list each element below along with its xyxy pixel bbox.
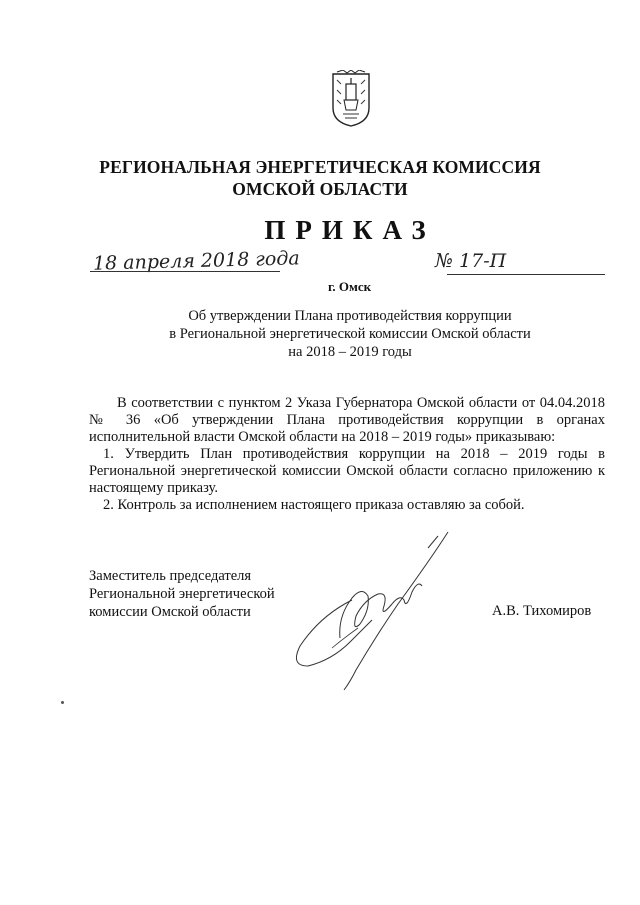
organization-name-line1: РЕГИОНАЛЬНАЯ ЭНЕРГЕТИЧЕСКАЯ КОМИССИЯ <box>99 157 541 177</box>
signatory-title-line: Заместитель председателя <box>89 568 252 584</box>
handwritten-date: 18 апреля 2018 года <box>92 247 300 275</box>
signatory-title-line: Региональной энергетической <box>89 586 275 602</box>
order-item-2: 2. Контроль за исполнением настоящего приказа оставляю за собой. <box>103 497 525 513</box>
coat-of-arms-icon <box>329 70 373 128</box>
city-label: г. Омск <box>328 279 372 294</box>
scan-speck <box>61 701 64 704</box>
signatory-name: А.В. Тихомиров <box>492 603 592 619</box>
order-body <box>89 395 605 514</box>
handwritten-signature <box>280 520 460 700</box>
organization-name-line2: ОМСКОЙ ОБЛАСТИ <box>232 179 408 199</box>
signatory-title-line: комиссии Омской области <box>89 604 251 620</box>
preamble-paragraph: В соответствии с пунктом 2 Указа Губернатора Омской области от 04.04.2018 № 36 «Об утверждении Плана противодействия коррупции в органах исполнительной власти Омской области на 2018 – 2019 годы» приказываю: <box>89 395 605 445</box>
order-subject <box>0 307 640 361</box>
subject-line: в Региональной энергетической комиссии Омской области <box>169 326 531 342</box>
signatory-title <box>89 567 275 621</box>
document-type-title: ПРИКАЗ <box>264 215 436 245</box>
subject-line: Об утверждении Плана противодействия коррупции <box>188 308 512 324</box>
number-underline <box>447 274 605 275</box>
handwritten-number: № 17-П <box>435 250 507 272</box>
order-item-1: 1. Утвердить План противодействия коррупции на 2018 – 2019 годы в Региональной энергетической комиссии Омской области согласно приложению к настоящему приказу. <box>89 446 605 496</box>
date-underline <box>90 271 280 272</box>
subject-line: на 2018 – 2019 годы <box>288 344 412 360</box>
